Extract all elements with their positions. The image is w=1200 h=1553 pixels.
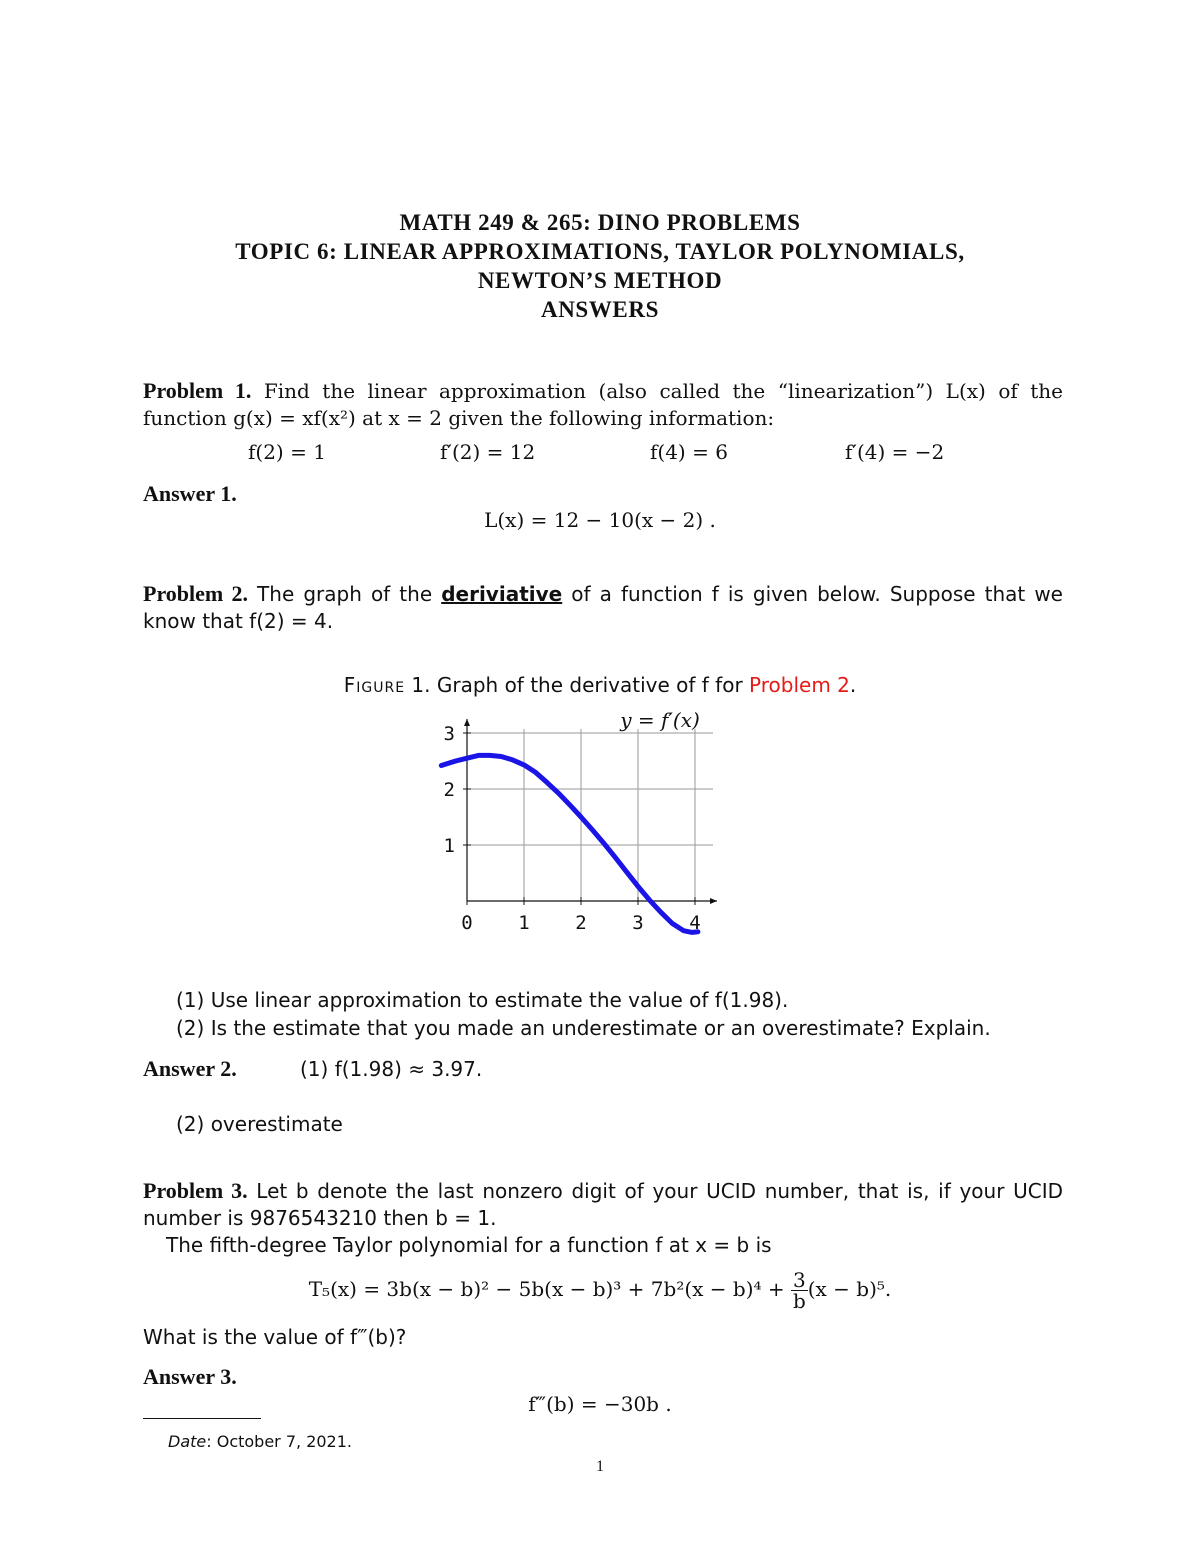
problem-2 — [143, 580, 1063, 635]
problem-3 — [143, 1177, 1063, 1232]
figure-caption-end: . — [849, 673, 857, 697]
given-fp2: f′(2) = 12 — [440, 440, 536, 464]
header-topic-cont: NEWTON’S METHOD — [477, 268, 723, 293]
series-label: y = f′(x) — [620, 708, 700, 732]
x-tick-label: 3 — [632, 912, 644, 934]
answer-1-label: Answer 1. — [143, 481, 237, 506]
x-axis-arrow — [710, 898, 717, 904]
derivative-curve — [441, 755, 701, 934]
problem-3-label: Problem 3. — [143, 1178, 248, 1203]
problem-1-label: Problem 1. — [143, 378, 252, 403]
answer-2-label: Answer 2. — [143, 1056, 237, 1081]
answer-1-equation: L(x) = 12 − 10(x − 2) . — [484, 508, 716, 532]
problem-2-link[interactable]: Problem 2 — [749, 673, 850, 697]
given-f2: f(2) = 1 — [248, 440, 326, 464]
y-axis-arrow — [464, 719, 470, 726]
document-header — [0, 208, 1200, 324]
page-number: 1 — [596, 1458, 604, 1475]
answer-3-equation: f‴(b) = −30b . — [528, 1392, 672, 1416]
given-fp4: f′(4) = −2 — [845, 440, 945, 464]
answer-2-part-1: (1) f(1.98) ≈ 3.97. — [300, 1057, 483, 1081]
chart-axes — [464, 719, 717, 904]
y-tick-label: 3 — [443, 723, 455, 745]
x-tick-label: 1 — [518, 912, 530, 934]
figure-caption — [0, 673, 1200, 697]
taylor-polynomial — [0, 1270, 1200, 1311]
footnote-text: : October 7, 2021. — [206, 1432, 352, 1451]
footnote — [168, 1432, 352, 1451]
header-course: MATH 249 & 265: DINO PROBLEMS — [399, 210, 801, 235]
problem-2-label: Problem 2. — [143, 581, 248, 606]
taylor-fraction — [791, 1270, 808, 1311]
x-tick-label: 0 — [461, 912, 473, 934]
y-tick-label: 1 — [443, 835, 455, 857]
problem-2-item-1: (1) Use linear approximation to estimate the value of f(1.98). — [176, 988, 789, 1012]
problem-3-question: What is the value of f‴(b)? — [143, 1325, 407, 1349]
taylor-left: T₅(x) = 3b(x − b)² − 5b(x − b)³ + 7b²(x − b)⁴ + — [308, 1277, 791, 1301]
header-answers: ANSWERS — [541, 297, 659, 322]
problem-1-text: Find the linear approximation (also called the “linearization”) L(x) of the function g(x) = xf(x²) at x = 2 given the following information: — [143, 379, 1063, 430]
problem-3-text: Let b denote the last nonzero digit of your UCID number, that is, if your UCID number is 9876543210 then b = 1. — [143, 1179, 1064, 1230]
taylor-right: (x − b)⁵. — [807, 1277, 892, 1301]
derivative-chart — [420, 700, 740, 950]
problem-2-text-before: The graph of the — [247, 582, 442, 606]
problem-2-item-2: (2) Is the estimate that you made an underestimate or an overestimate? Explain. — [176, 1016, 991, 1040]
figure-caption-number: 1. — [405, 673, 431, 697]
x-tick-label: 2 — [575, 912, 587, 934]
problem-2-text-after: of a function f is given below. Suppose that we know that f(2) = 4. — [143, 582, 1063, 633]
figure-caption-prefix: Figure — [343, 673, 406, 697]
taylor-denominator: b — [792, 1289, 806, 1313]
x-tick-label: 4 — [689, 912, 701, 934]
footnote-label: Date — [168, 1432, 207, 1451]
header-topic: TOPIC 6: LINEAR APPROXIMATIONS, TAYLOR POLYNOMIALS, — [235, 239, 965, 264]
given-f4: f(4) = 6 — [650, 440, 728, 464]
answer-3-label: Answer 3. — [143, 1364, 237, 1389]
problem-3-text-2: The fifth-degree Taylor polynomial for a function f at x = b is — [166, 1233, 772, 1257]
taylor-numerator: 3 — [792, 1268, 806, 1292]
answer-2-part-2: (2) overestimate — [176, 1112, 343, 1136]
y-tick-label: 2 — [443, 779, 455, 801]
problem-2-underlined: deriviative — [441, 582, 563, 606]
figure-caption-text: Graph of the derivative of f for — [430, 673, 750, 697]
footnote-rule — [143, 1418, 261, 1419]
problem-1 — [143, 377, 1063, 432]
